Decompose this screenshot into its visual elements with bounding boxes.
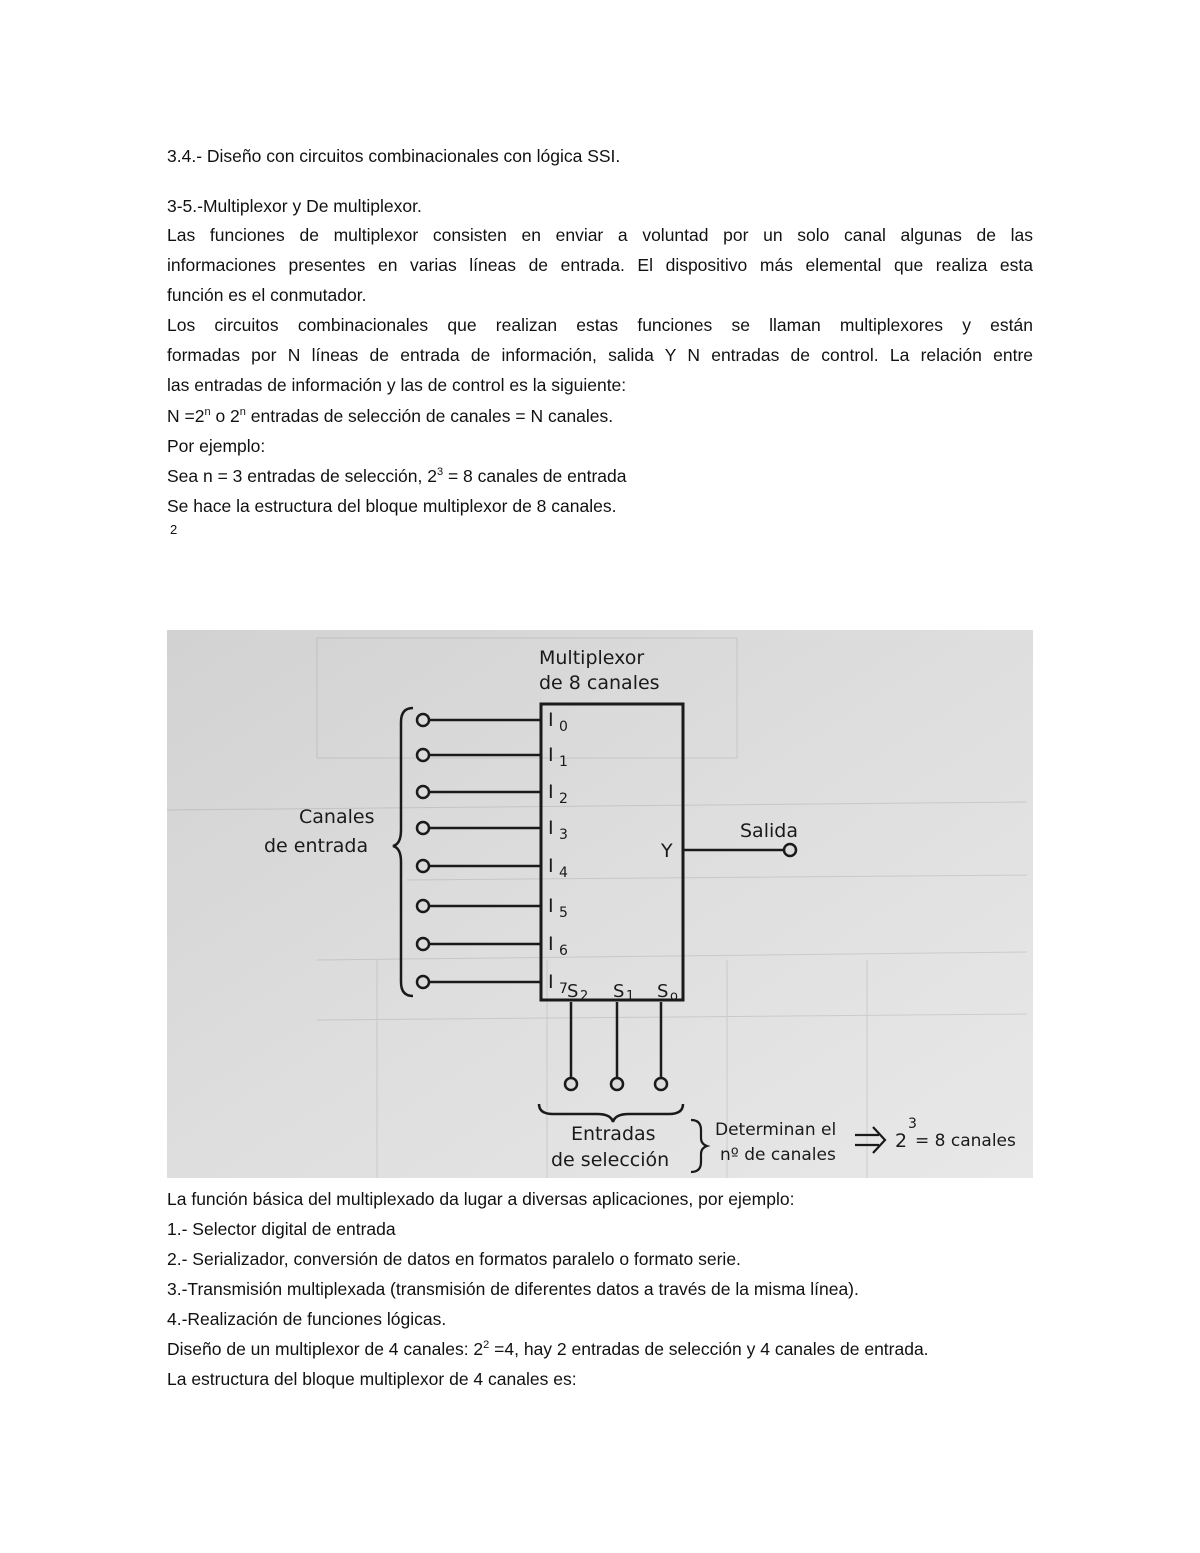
input-pin-label: I [548,855,554,877]
diagram-svg [167,630,1033,1178]
design-line-prefix: Diseño de un multiplexor de 4 canales: 2 [167,1339,484,1359]
input-pin-label: I [548,817,554,839]
input-pin-subscript: 5 [559,905,568,921]
application-item-3: 3.-Transmisión multiplexada (transmisión de diferentes datos a través de la misma línea). [167,1279,859,1299]
design-line-suffix: =4, hay 2 entradas de selección y 4 canales de entrada. [489,1339,929,1359]
select-pin-subscript: o [670,989,678,1004]
select-terminal [565,1078,577,1090]
select-pin-subscript: 1 [626,989,635,1004]
application-item-2: 2.- Serializador, conversión de datos en formatos paralelo o formato serie. [167,1249,741,1269]
example-line [167,465,627,487]
formula-exponent-1: n [204,406,211,419]
select-label-2: de selección [551,1149,670,1171]
input-pin-subscript: 7 [559,981,568,997]
input-pin-subscript: 6 [559,943,568,959]
paragraph-2-line-3: las entradas de información y las de control es la siguiente: [167,375,627,395]
note-line-2: nº de canales [720,1145,836,1165]
diagram-title-line-2: de 8 canales [539,672,660,694]
select-label-1: Entradas [571,1123,656,1145]
stray-mark: 2 [170,522,178,537]
input-terminal [417,860,429,872]
structure-line: Se hace la estructura del bloque multiplexor de 8 canales. [167,496,617,516]
formula-line [167,405,613,427]
input-pin-label: I [548,744,554,766]
example-exponent: 3 [436,466,444,479]
select-pin-subscript: 2 [580,989,589,1004]
formula-middle: o 2 [210,406,240,426]
paragraph-1-line-1: Las funciones de multiplexor consisten en enviar a voluntad por un solo canal algunas de las [167,225,1033,245]
select-terminal [611,1078,623,1090]
paragraph-1-line-2: informaciones presentes en varias líneas de entrada. El dispositivo más elemental que realiza esta [167,255,1033,275]
formula-prefix: N =2 [167,406,205,426]
photo-background [167,630,1033,1178]
input-terminal [417,976,429,988]
multiplexer-8-channel-diagram [167,630,1033,1178]
paragraph-2-line-2: formadas por N líneas de entrada de información, salida Y N entradas de control. La relación entre [167,345,1033,365]
input-pin-subscript: 3 [559,827,568,843]
applications-intro: La función básica del multiplexado da lugar a diversas aplicaciones, por ejemplo: [167,1189,795,1209]
input-terminal [417,749,429,761]
input-channels-label-1: Canales [299,806,375,828]
input-pin-subscript: 2 [559,791,568,807]
input-pin-label: I [548,781,554,803]
formula-exponent-2: n [239,406,246,419]
formula-suffix: entradas de selección de canales = N canales. [245,406,614,426]
input-terminal [417,786,429,798]
example-prefix: Sea n = 3 entradas de selección, 2 [167,466,437,486]
input-pin-label: I [548,709,554,731]
example-label: Por ejemplo: [167,436,266,456]
design-4-channel-line [167,1338,929,1360]
select-terminal [655,1078,667,1090]
result-exponent: 3 [908,1116,917,1132]
input-pin-subscript: 0 [559,719,568,735]
input-terminal [417,938,429,950]
section-heading-3-5: 3-5.-Multiplexor y De multiplexor. [167,196,422,216]
input-channels-label-2: de entrada [264,835,369,857]
design-line-exponent: 2 [483,1339,490,1352]
application-item-4: 4.-Realización de funciones lógicas. [167,1309,447,1329]
select-pin-label: S [613,981,625,1002]
result-text: = 8 canales [915,1131,1016,1151]
output-pin-label: Y [661,840,673,862]
select-pin-label: S [657,981,669,1002]
input-terminal [417,900,429,912]
output-label: Salida [740,820,798,842]
input-pin-subscript: 1 [559,754,568,770]
application-item-1: 1.- Selector digital de entrada [167,1219,396,1239]
paragraph-2-line-1: Los circuitos combinacionales que realizan estas funciones se llaman multiplexores y están [167,315,1033,335]
input-pin-subscript: 4 [559,865,568,881]
select-pin-label: S [567,981,579,1002]
paragraph-1-line-3: función es el conmutador. [167,285,367,305]
input-pin-label: I [548,971,554,993]
example-suffix: = 8 canales de entrada [443,466,627,486]
section-heading-3-4: 3.4.- Diseño con circuitos combinacionales con lógica SSI. [167,146,621,166]
note-line-1: Determinan el [715,1120,837,1140]
output-terminal [784,844,796,856]
input-pin-label: I [548,895,554,917]
diagram-title-line-1: Multiplexor [539,647,645,669]
input-terminal [417,714,429,726]
input-terminal [417,822,429,834]
result-base: 2 [895,1130,908,1152]
closing-line: La estructura del bloque multiplexor de 4 canales es: [167,1369,577,1389]
input-pin-label: I [548,933,554,955]
